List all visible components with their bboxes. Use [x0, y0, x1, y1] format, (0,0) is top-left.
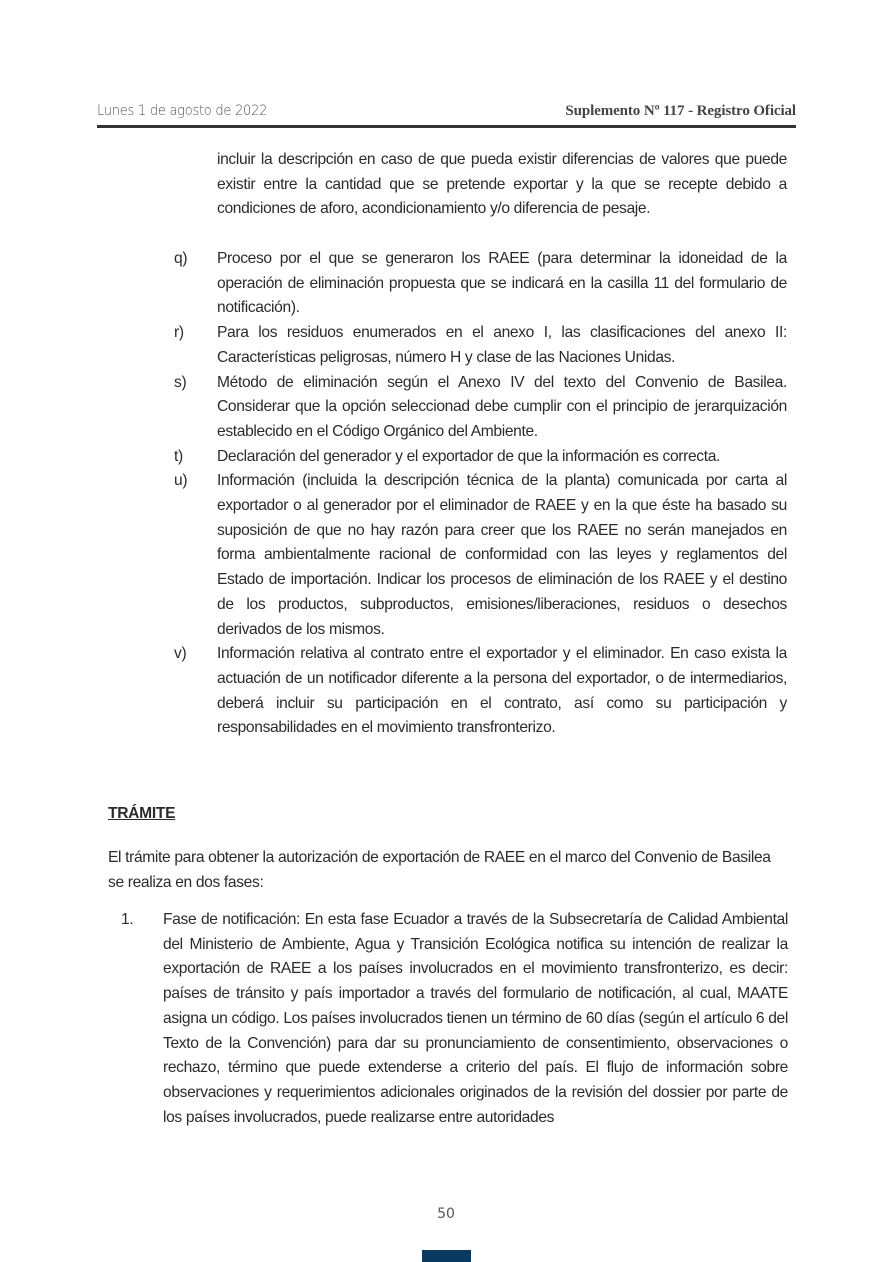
list-item-text: Método de eliminación según el Anexo IV del texto del Convenio de Basilea. Considerar que la opción seleccionad debe cumplir con el principio de jerarquización establecido en el Código Orgánico del Ambiente. [217, 373, 787, 440]
section-title: TRÁMITE [108, 805, 176, 822]
list-item-text: Fase de notificación: En esta fase Ecuador a través de la Subsecretaría de Calidad Ambiental del Ministerio de Ambiente, Agua y Transición Ecológica notifica su intención de realizar la exportación de RAEE a los países involucrados en el movimiento transfronterizo, es decir: países de tránsito y país importador a través del formulario de notificación, al cual, MAATE asigna un código. Los países involucrados tienen un término de 60 días (según el artículo 6 del Texto de la Convención) para dar su pronunciamiento de consentimiento, observaciones o rechazo, término que puede extenderse a criterio del país. El flujo de información sobre observaciones y requerimientos adicionales originados de la revisión del dossier por parte de los países involucrados, puede realizarse entre autoridades [163, 911, 788, 1126]
list-item [160, 321, 787, 370]
continuation-paragraph: incluir la descripción en caso de que pueda existir diferencias de valores que puede existir entre la cantidad que se pretende exportar y la que se recepte debido a condiciones de aforo, acondicionamiento y/o diferencia de pesaje. [217, 151, 787, 218]
list-item-text: Proceso por el que se generaron los RAEE (para determinar la idoneidad de la operación de eliminación propuesta que se indicará en la casilla 11 del formulario de notificación). [217, 250, 787, 317]
lettered-list [160, 247, 787, 741]
list-marker: u) [174, 472, 188, 490]
list-marker: 1. [121, 911, 134, 928]
list-item [160, 371, 787, 445]
list-item [160, 247, 787, 321]
list-marker: q) [174, 250, 188, 267]
list-marker: r) [174, 324, 184, 342]
header-date: Lunes 1 de agosto de 2022 [97, 103, 268, 119]
list-marker: v) [174, 645, 187, 663]
list-marker: s) [174, 373, 187, 391]
list-item-text: Información (incluida la descripción técnica de la planta) comunicada por carta al exportador o al generador por el eliminador de RAEE y en la que éste ha basado su suposición de que no hay razón para creer que los RAEE no serán manejados en forma ambientalmente racional de conformidad con las leyes y reglamentos del Estado de importación. Indicar los procesos de eliminación de los RAEE y el destino de los productos, subproductos, emisiones/liberaciones, residuos o desechos derivados de los mismos. [217, 472, 787, 638]
list-item-text: Información relativa al contrato entre el exportador y el eliminador. En caso exista la actuación de un notificador diferente a la persona del exportador, o de intermediarios, deberá incluir su participación en el contrato, así como su participación y responsabilidades en el movimiento transfronterizo. [217, 645, 787, 737]
page-number: 50 [437, 1206, 455, 1222]
numbered-list [108, 908, 788, 1130]
list-item [160, 642, 787, 741]
section-intro: El trámite para obtener la autorización de exportación de RAEE en el marco del Convenio de Basilea se realiza en dos fases: [108, 849, 771, 891]
list-marker: t) [174, 447, 183, 465]
header-publication: Suplemento Nº 117 - Registro Oficial [565, 103, 796, 119]
footer-bar [422, 1250, 471, 1262]
list-item [160, 469, 787, 642]
list-item-text: Declaración del generador y el exportador de que la información es correcta. [217, 447, 721, 465]
list-item [108, 908, 788, 1130]
list-item [160, 445, 787, 470]
list-item-text: Para los residuos enumerados en el anexo I, las clasificaciones del anexo II: Características peligrosas, número H y clase de las Naciones Unidas. [217, 324, 787, 366]
header-rule [97, 125, 796, 128]
